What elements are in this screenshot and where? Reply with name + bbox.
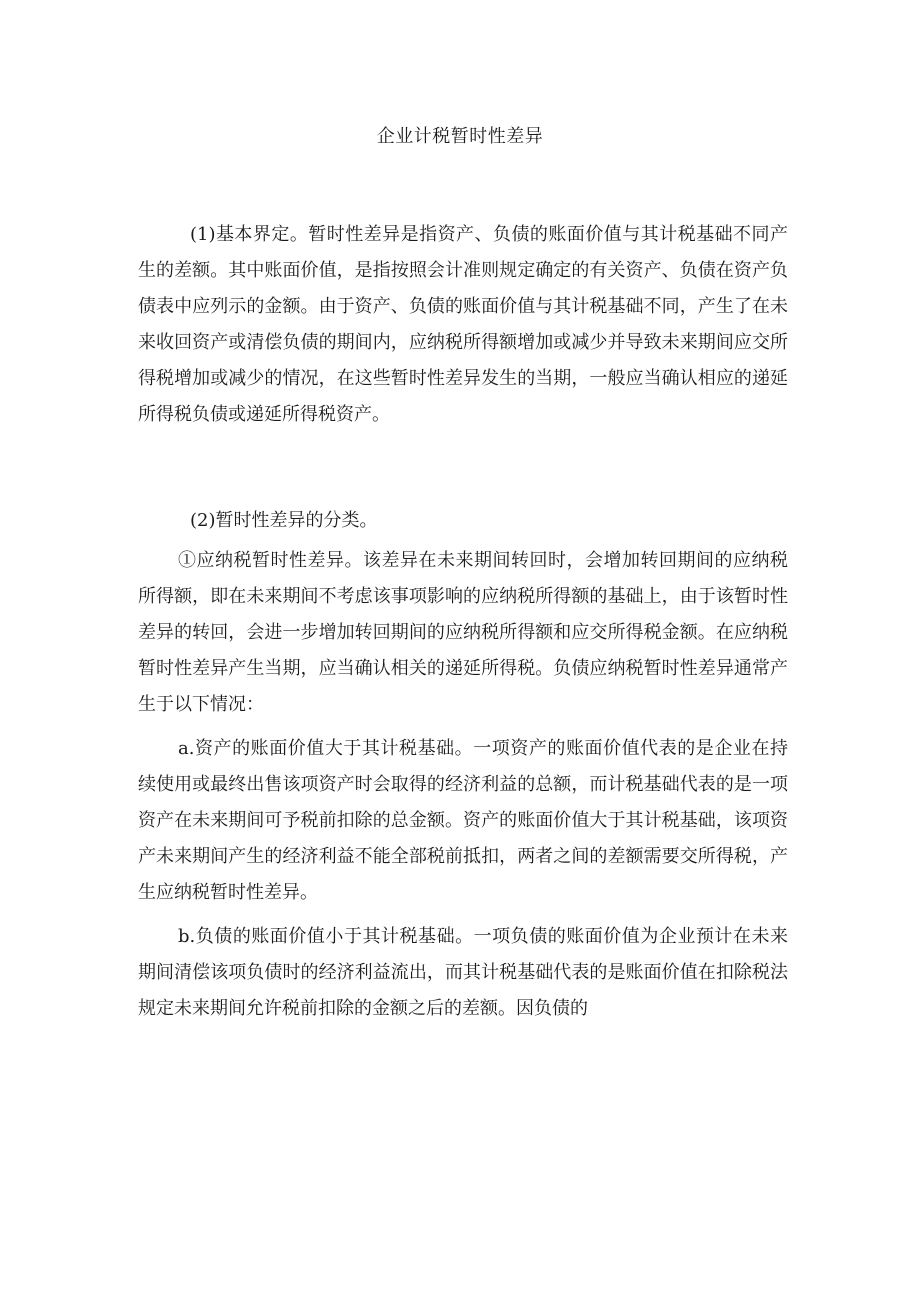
paragraph-basic-definition: (1)基本界定。暂时性差异是指资产、负债的账面价值与其计税基础不同产生的差额。其中账面价值，是指按照会计准则规定确定的有关资产、负债在资产负债表中应列示的金额。由于资产、负债的账面价值与其计税基础不同，产生了在未来收回资产或清偿负债的期间内，应纳税所得额增加或减少并导致未来期间应交所得税增加或减少的情况，在这些暂时性差异发生的当期，一般应当确认相应的递延所得税负债或递延所得税资产。: [138, 224, 788, 425]
paragraph-asset-case: a.资产的账面价值大于其计税基础。一项资产的账面价值代表的是企业在持续使用或最终出售该项资产时会取得的经济利益的总额，而计税基础代表的是一项资产在未来期间可予税前扣除的总金额。资产的账面价值大于其计税基础，该项资产未来期间产生的经济利益不能全部税前抵扣，两者之间的差额需要交所得税，产生应纳税暂时性差异。: [138, 738, 788, 903]
document-body: [138, 217, 788, 1027]
paragraph-liability-case: b.负债的账面价值小于其计税基础。一项负债的账面价值为企业预计在未来期间清偿该项负债时的经济利益流出，而其计税基础代表的是账面价值在扣除税法规定未来期间允许税前扣除的金额之后的差额。因负债的: [138, 926, 788, 1019]
paragraph-taxable-difference: ①应纳税暂时性差异。该差异在未来期间转回时，会增加转回期间的应纳税所得额，即在未来期间不考虑该事项影响的应纳税所得额的基础上，由于该暂时性差异的转回，会进一步增加转回期间的应纳税所得额和应交所得税金额。在应纳税暂时性差异产生当期，应当确认相关的递延所得税。负债应纳税暂时性差异通常产生于以下情况：: [138, 550, 788, 715]
paragraph-classification-heading: (2)暂时性差异的分类。: [190, 510, 378, 531]
document-title: 企业计税暂时性差异: [376, 126, 544, 147]
